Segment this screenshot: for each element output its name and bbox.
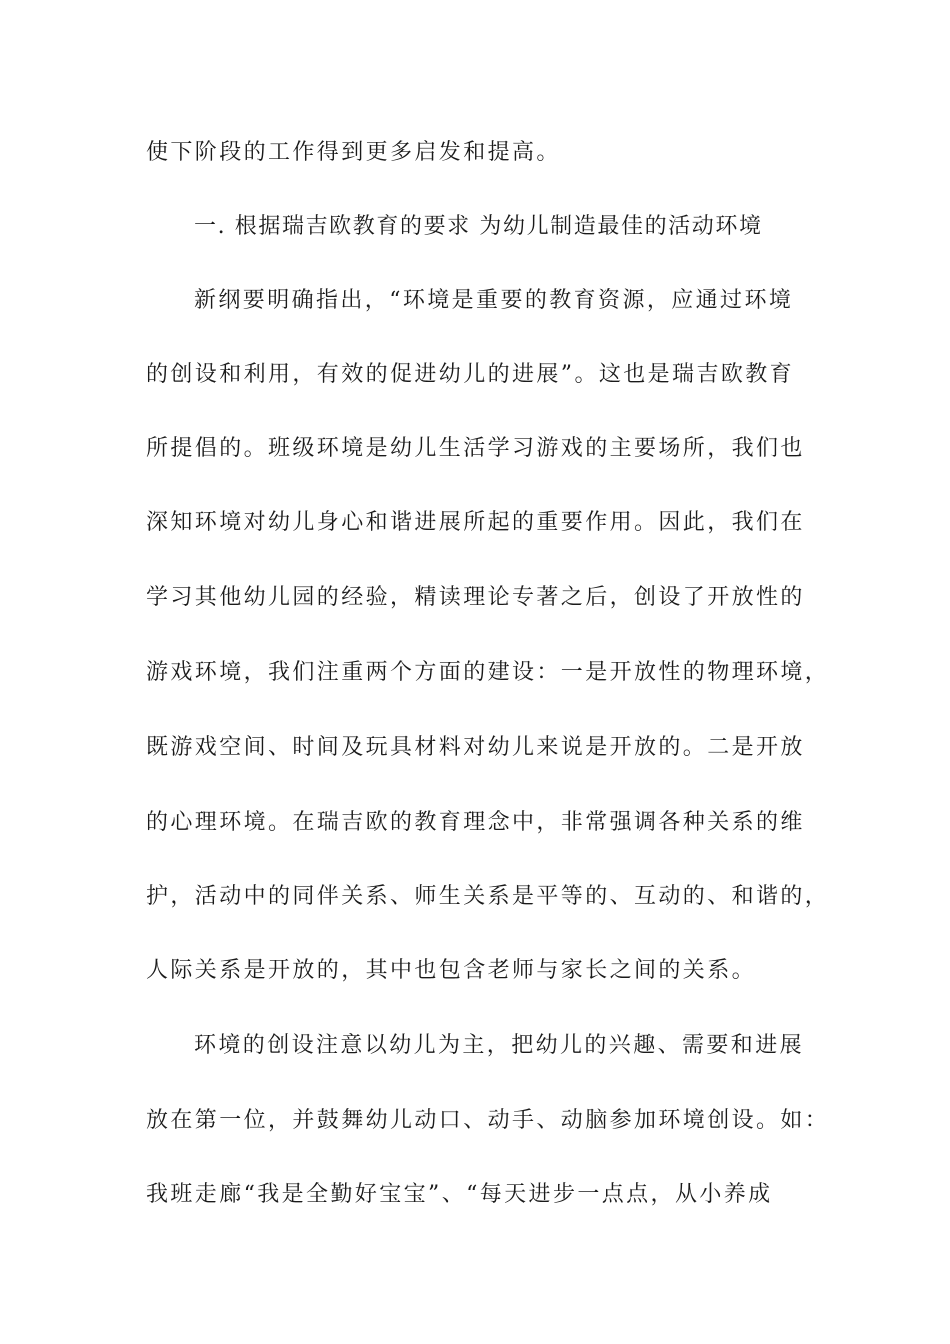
text-line: 人际关系是开放的，其中也包含老师与家长之间的关系。 bbox=[146, 958, 757, 983]
text-line: 新纲要明确指出，“环境是重要的教育资源，应通过环境 bbox=[194, 288, 794, 313]
text-line: 环境的创设注意以幼儿为主，把幼儿的兴趣、需要和进展 bbox=[194, 1033, 805, 1058]
text-line: 的创设和利用，有效的促进幼儿的进展”。这也是瑞吉欧教育 bbox=[146, 362, 795, 387]
text-line: 使下阶段的工作得到更多启发和提高。 bbox=[146, 140, 561, 165]
text-line: 放在第一位，并鼓舞幼儿动口、动手、动脑参加环境创设。如： bbox=[146, 1108, 830, 1133]
text-line: 游戏环境，我们注重两个方面的建设：一是开放性的物理环境， bbox=[146, 660, 830, 685]
text-line: 既游戏空间、时间及玩具材料对幼儿来说是开放的。二是开放 bbox=[146, 735, 805, 760]
section-heading: 一. 根据瑞吉欧教育的要求 为幼儿制造最佳的活动环境 bbox=[194, 214, 763, 239]
text-line: 护，活动中的同伴关系、师生关系是平等的、互动的、和谐的， bbox=[146, 884, 830, 909]
text-line: 的心理环境。在瑞吉欧的教育理念中，非常强调各种关系的维 bbox=[146, 810, 805, 835]
text-line: 我班走廊“我是全勤好宝宝”、“每天进步一点点，从小养成 bbox=[146, 1182, 773, 1207]
text-line: 学习其他幼儿园的经验，精读理论专著之后，创设了开放性的 bbox=[146, 585, 805, 610]
text-line: 所提倡的。班级环境是幼儿生活学习游戏的主要场所，我们也 bbox=[146, 436, 805, 461]
text-line: 深知环境对幼儿身心和谐进展所起的重要作用。因此，我们在 bbox=[146, 510, 805, 535]
